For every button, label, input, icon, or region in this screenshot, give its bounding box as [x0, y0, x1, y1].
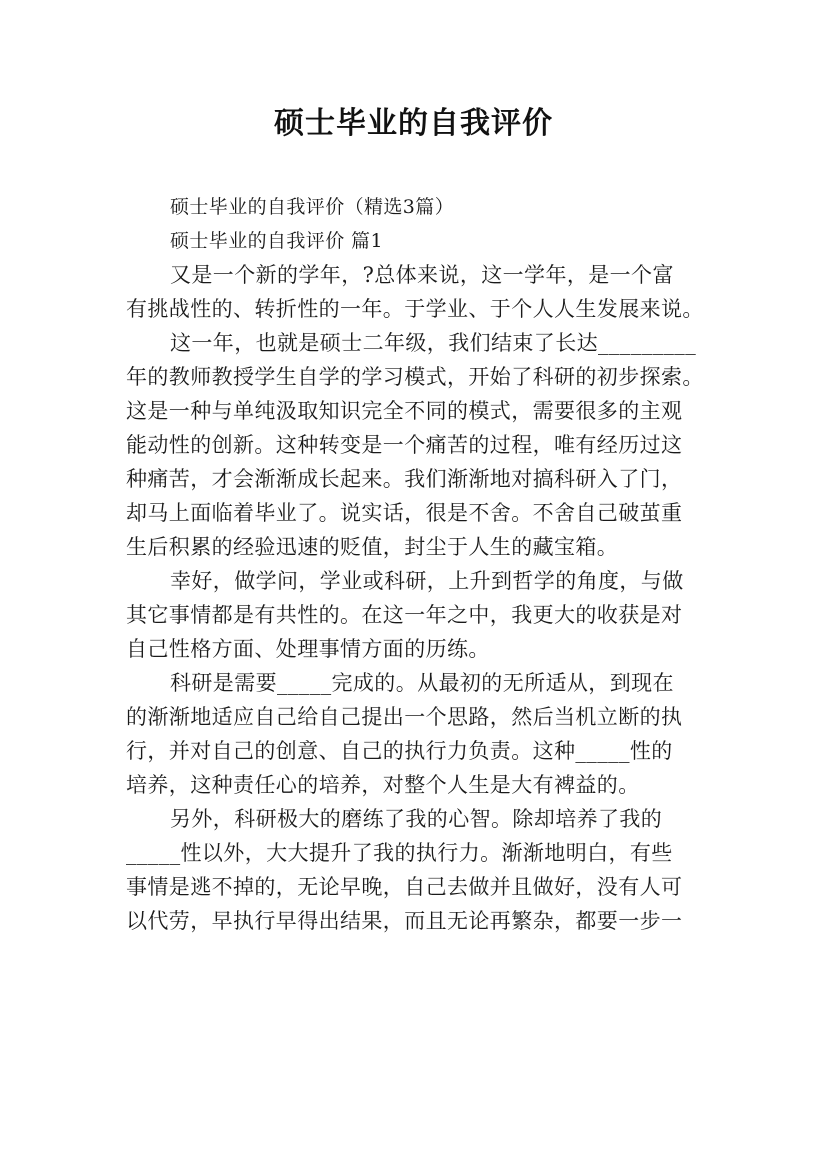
- paragraph-line: 生后积累的经验迅速的贬值，封尘于人生的藏宝箱。: [126, 535, 619, 559]
- document-title: 硕士毕业的自我评价: [274, 106, 553, 141]
- paragraph-line: 的渐渐地适应自己给自己提出一个思路，然后当机立断的执: [126, 705, 683, 729]
- paragraph-line: 事情是逃不掉的，无论早晚，自己去做并且做好，没有人可: [126, 875, 683, 899]
- document-body: [126, 190, 706, 938]
- paragraph-line: 行，并对自己的创意、自己的执行力负责。这种_____性的: [126, 739, 673, 763]
- paragraph-line: 能动性的创新。这种转变是一个痛苦的过程，唯有经历过这: [126, 433, 683, 457]
- paragraph-line: _____性以外，大大提升了我的执行力。渐渐地明白，有些: [126, 841, 673, 865]
- paragraph-line: 自己性格方面、处理事情方面的历练。: [126, 637, 490, 661]
- paragraph-line: 年的教师教授学生自学的学习模式，开始了科研的初步探索。: [126, 365, 704, 389]
- paragraph-line: 科研是需要_____完成的。从最初的无所适从，到现在: [170, 671, 674, 695]
- paragraph-line: 种痛苦，才会渐渐成长起来。我们渐渐地对搞科研入了门，: [126, 467, 683, 491]
- section-heading: 硕士毕业的自我评价 篇1: [170, 230, 383, 252]
- subtitle-line: 硕士毕业的自我评价（精选3篇）: [170, 196, 455, 218]
- paragraph-line: 这是一种与单纯汲取知识完全不同的模式，需要很多的主观: [126, 399, 683, 423]
- paragraph-line: 另外，科研极大的磨练了我的心智。除却培养了我的: [170, 807, 663, 831]
- paragraph-line: 有挑战性的、转折性的一年。于学业、于个人人生发展来说。: [126, 297, 704, 321]
- paragraph-line: 幸好，做学问，学业或科研，上升到哲学的角度，与做: [170, 569, 684, 593]
- paragraph-line: 却马上面临着毕业了。说实话，很是不舍。不舍自己破茧重: [126, 501, 683, 525]
- paragraph-line: 其它事情都是有共性的。在这一年之中，我更大的收获是对: [126, 603, 683, 627]
- paragraph-line: 这一年，也就是硕士二年级，我们结束了长达_________: [170, 331, 697, 355]
- paragraph-line: 又是一个新的学年，?总体来说，这一学年，是一个富: [170, 263, 674, 287]
- paragraph-line: 培养，这种责任心的培养，对整个人生是大有裨益的。: [126, 773, 640, 797]
- paragraph-line: 以代劳，早执行早得出结果，而且无论再繁杂，都要一步一: [126, 909, 683, 933]
